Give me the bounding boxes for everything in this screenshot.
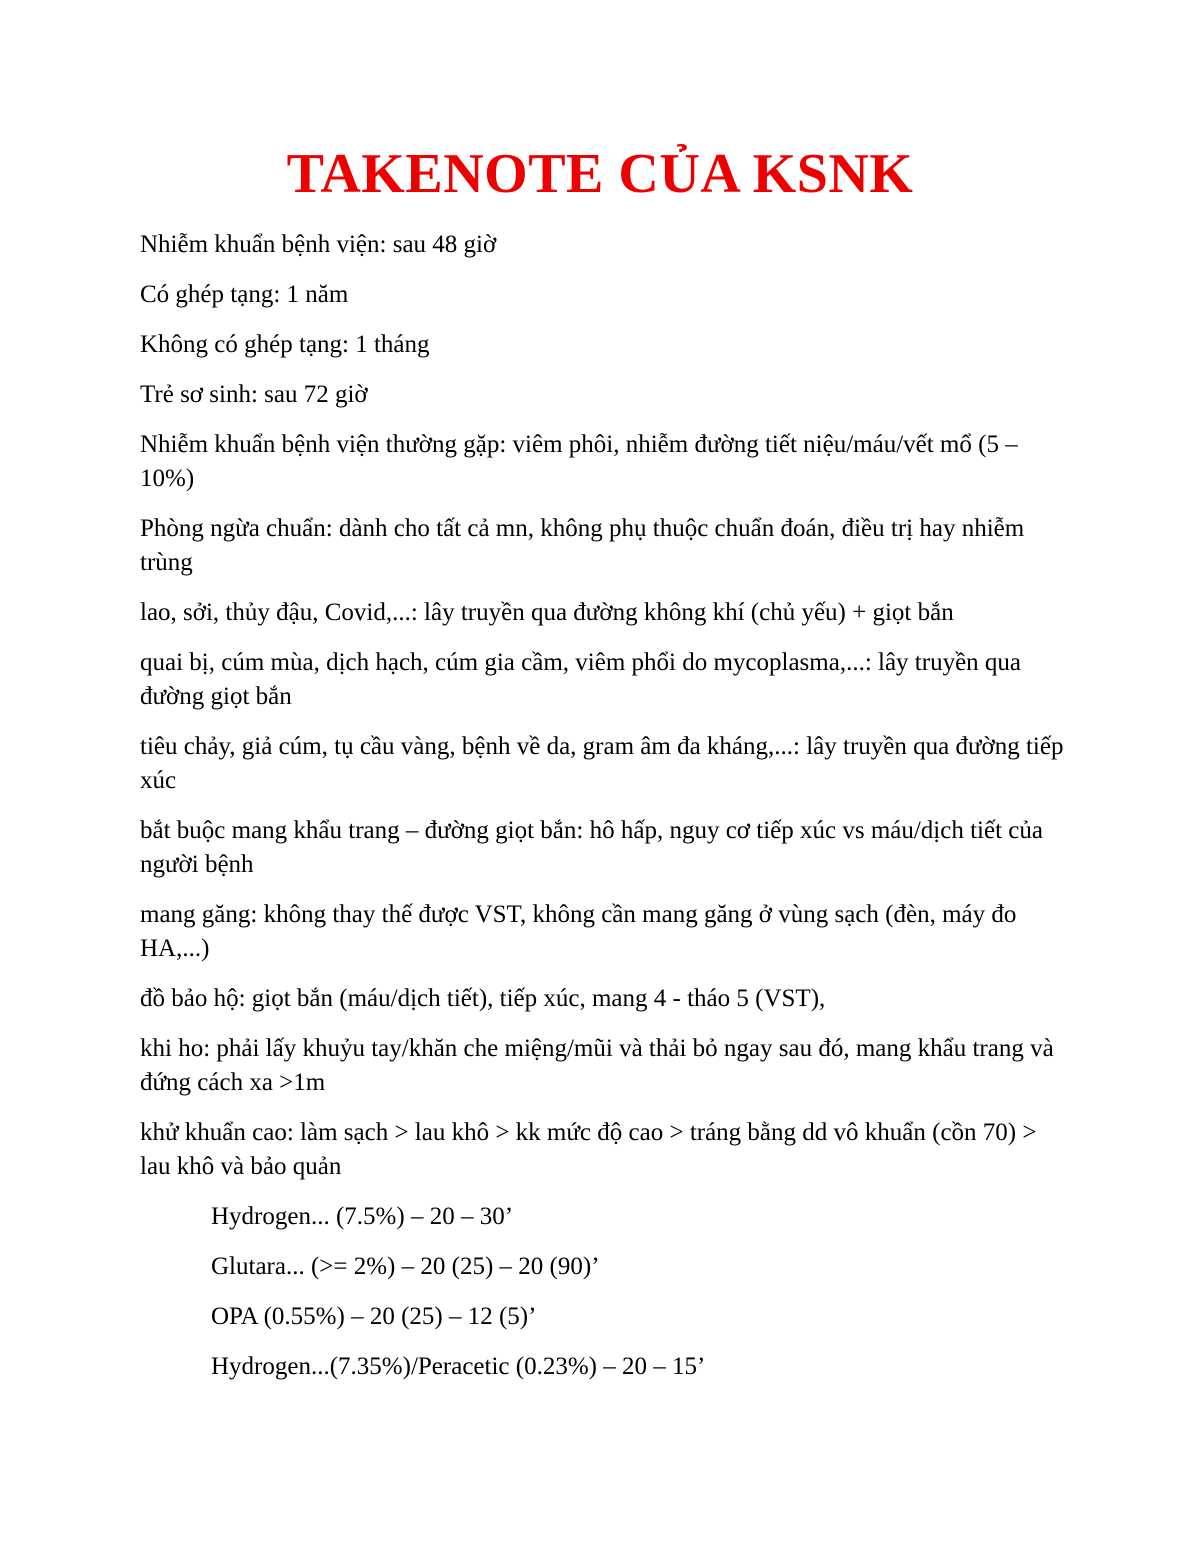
- paragraph: bắt buộc mang khẩu trang – đường giọt bắn: hô hấp, nguy cơ tiếp xúc vs máu/dịch tiết của người bệnh: [140, 817, 1043, 878]
- disinfectant-item: OPA (0.55%) – 20 (25) – 12 (5)’: [211, 1303, 537, 1330]
- paragraph: tiêu chảy, giả cúm, tụ cầu vàng, bệnh về da, gram âm đa kháng,...: lây truyền qua đường tiếp xúc: [140, 733, 1064, 794]
- paragraph: Không có ghép tạng: 1 tháng: [140, 331, 430, 358]
- disinfectant-item: Hydrogen...(7.35%)/Peracetic (0.23%) – 20 – 15’: [211, 1353, 706, 1380]
- paragraph: Nhiễm khuẩn bệnh viện thường gặp: viêm phôi, nhiễm đường tiết niệu/máu/vết mổ (5 – 10%): [140, 431, 1018, 492]
- paragraph: Nhiễm khuẩn bệnh viện: sau 48 giờ: [140, 231, 497, 258]
- document-body: [140, 228, 1065, 1400]
- paragraph: khử khuẩn cao: làm sạch > lau khô > kk mức độ cao > tráng bằng dd vô khuẩn (cồn 70) > lau khô và bảo quản: [140, 1119, 1037, 1180]
- paragraph: đồ bảo hộ: giọt bắn (máu/dịch tiết), tiếp xúc, mang 4 - tháo 5 (VST),: [140, 985, 826, 1012]
- paragraph: khi ho: phải lấy khuỷu tay/khăn che miệng/mũi và thải bỏ ngay sau đó, mang khẩu trang và đứng cách xa >1m: [140, 1035, 1054, 1096]
- disinfectant-item: Glutara... (>= 2%) – 20 (25) – 20 (90)’: [211, 1253, 600, 1280]
- paragraph: mang găng: không thay thế được VST, không cần mang găng ở vùng sạch (đèn, máy đo HA,...): [140, 901, 1017, 962]
- paragraph: Phòng ngừa chuẩn: dành cho tất cả mn, không phụ thuộc chuẩn đoán, điều trị hay nhiễm trùng: [140, 515, 1025, 576]
- paragraph: quai bị, cúm mùa, dịch hạch, cúm gia cầm, viêm phổi do mycoplasma,...: lây truyền qua đường giọt bắn: [140, 649, 1022, 710]
- disinfectant-item: Hydrogen... (7.5%) – 20 – 30’: [211, 1203, 514, 1230]
- paragraph: Trẻ sơ sinh: sau 72 giờ: [140, 381, 368, 408]
- document-title: TAKENOTE CỦA KSNK: [286, 143, 914, 205]
- paragraph: lao, sởi, thủy đậu, Covid,...: lây truyền qua đường không khí (chủ yếu) + giọt bắn: [140, 599, 954, 626]
- paragraph: Có ghép tạng: 1 năm: [140, 281, 349, 308]
